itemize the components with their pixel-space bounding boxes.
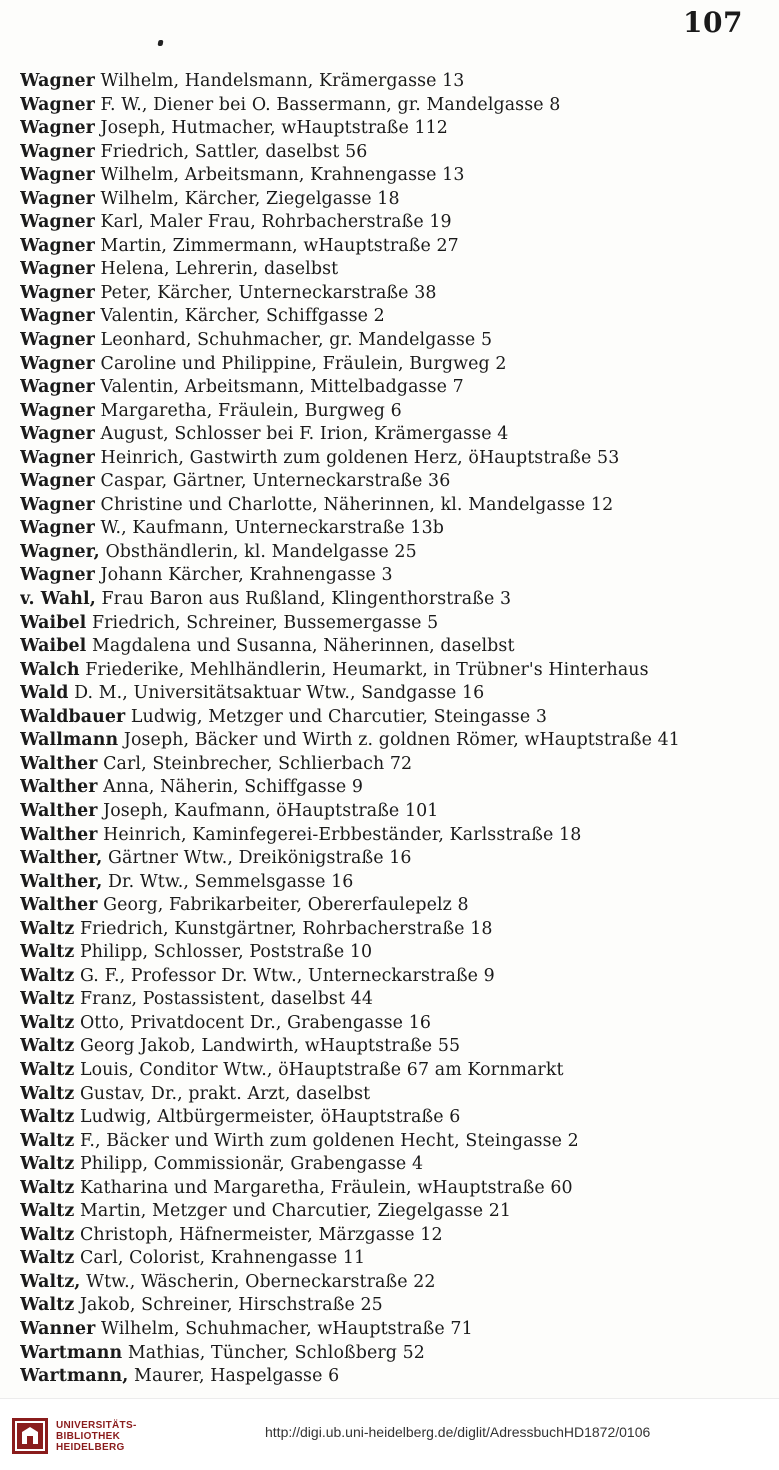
directory-entry (20, 1342, 772, 1366)
entry-details: Friedrich, Kunstgärtner, Rohrbacherstraße 18 (74, 918, 493, 939)
entry-surname: Walther, (20, 848, 103, 869)
library-name (56, 1420, 137, 1453)
directory-entry (20, 918, 772, 942)
entry-details: Valentin, Kärcher, Schiffgasse 2 (94, 306, 385, 327)
entry-details: Christine und Charlotte, Näherinnen, kl. Mandelgasse 12 (94, 494, 614, 515)
entry-surname: v. Wahl, (20, 589, 96, 610)
directory-entry (20, 564, 772, 588)
entry-surname: Wagner (20, 282, 95, 303)
directory-entry (20, 423, 772, 447)
directory-entry (20, 1035, 772, 1059)
entry-surname: Wagner (20, 424, 95, 445)
entry-surname: Waltz (20, 1248, 75, 1269)
directory-entry (20, 1106, 772, 1130)
entry-surname: Waltz (20, 1224, 75, 1245)
directory-entry (20, 305, 772, 329)
entry-details: Carl, Colorist, Krahnengasse 11 (74, 1248, 366, 1269)
entry-details: Maurer, Haspelgasse 6 (128, 1366, 340, 1387)
entry-surname: Wald (20, 683, 69, 704)
directory-entry (20, 776, 772, 800)
entry-details: Mathias, Tüncher, Schloßberg 52 (122, 1342, 425, 1363)
entry-details: Margaretha, Fräulein, Burgweg 6 (94, 400, 402, 421)
entry-surname: Waltz (20, 1295, 75, 1316)
entry-details: Friedrich, Schreiner, Bussemergasse 5 (86, 612, 439, 633)
entry-details: Carl, Steinbrecher, Schlierbach 72 (97, 753, 413, 774)
directory-entry (20, 400, 772, 424)
entry-surname: Waltz (20, 1059, 75, 1080)
directory-entry (20, 1224, 772, 1248)
directory-entry (20, 282, 772, 306)
directory-entry (20, 1365, 772, 1389)
directory-entry (20, 258, 772, 282)
entry-surname: Walther, (20, 871, 103, 892)
entry-details: Jakob, Schreiner, Hirschstraße 25 (74, 1295, 383, 1316)
directory-entry (20, 235, 772, 259)
entry-details: Heinrich, Gastwirth zum goldenen Herz, öHauptstraße 53 (94, 447, 620, 468)
entry-surname: Waldbauer (20, 706, 126, 727)
directory-entry (20, 871, 772, 895)
entry-surname: Wartmann (20, 1342, 123, 1363)
directory-entry (20, 70, 772, 94)
entry-surname: Wagner (20, 447, 95, 468)
library-name-line-1: UNIVERSITÄTS- (56, 1420, 137, 1431)
entry-surname: Wartmann, (20, 1366, 129, 1387)
directory-entry (20, 1271, 772, 1295)
library-seal-icon (10, 1416, 50, 1456)
entry-details: Johann Kärcher, Krahnengasse 3 (94, 565, 393, 586)
entry-details: Otto, Privatdocent Dr., Grabengasse 16 (74, 1012, 432, 1033)
entry-details: Ludwig, Altbürgermeister, öHauptstraße 6 (74, 1107, 461, 1128)
entry-surname: Walther (20, 824, 98, 845)
entry-surname: Waltz (20, 1083, 75, 1104)
directory-entry (20, 1247, 772, 1271)
entry-surname: Wagner (20, 494, 95, 515)
entry-surname: Waltz (20, 1036, 75, 1057)
entry-surname: Waltz (20, 989, 75, 1010)
entry-details: Philipp, Commissionär, Grabengasse 4 (74, 1154, 424, 1175)
ink-speck (157, 40, 163, 46)
entry-surname: Waltz (20, 1012, 75, 1033)
entry-surname: Waltz (20, 1177, 75, 1198)
entry-details: Joseph, Bäcker und Wirth z. goldnen Römer, wHauptstraße 41 (118, 730, 680, 751)
directory-entry (20, 470, 772, 494)
directory-entry (20, 729, 772, 753)
entry-details: Ludwig, Metzger und Charcutier, Steingasse 3 (125, 706, 548, 727)
entry-details: Christoph, Häfnermeister, Märzgasse 12 (74, 1224, 443, 1245)
entry-details: F. W., Diener bei O. Bassermann, gr. Mandelgasse 8 (94, 94, 561, 115)
entry-surname: Waltz, (20, 1271, 81, 1292)
entry-details: Karl, Maler Frau, Rohrbacherstraße 19 (94, 212, 452, 233)
entry-surname: Wagner (20, 212, 95, 233)
entry-surname: Waltz (20, 1107, 75, 1128)
directory-entry (20, 447, 772, 471)
directory-entry (20, 706, 772, 730)
entry-details: Louis, Conditor Wtw., öHauptstraße 67 am Kornmarkt (74, 1059, 564, 1080)
entry-details: Obsthändlerin, kl. Mandelgasse 25 (99, 541, 417, 562)
entry-details: Wilhelm, Schuhmacher, wHauptstraße 71 (95, 1318, 473, 1339)
entry-surname: Wagner (20, 353, 95, 374)
directory-entry (20, 847, 772, 871)
entry-details: Philipp, Schlosser, Poststraße 10 (74, 942, 373, 963)
library-name-line-3: HEIDELBERG (56, 1442, 125, 1453)
entry-surname: Wagner (20, 188, 95, 209)
entry-surname: Walther (20, 753, 98, 774)
entry-surname: Wagner (20, 259, 95, 280)
directory-entry (20, 1200, 772, 1224)
directory-entry (20, 635, 772, 659)
footer (0, 1398, 779, 1470)
entry-details: Caroline und Philippine, Fräulein, Burgweg 2 (94, 353, 507, 374)
directory-entries (20, 70, 772, 1389)
directory-entry (20, 612, 772, 636)
entry-surname: Wagner (20, 306, 95, 327)
directory-entry (20, 659, 772, 683)
entry-details: Joseph, Hutmacher, wHauptstraße 112 (94, 118, 448, 139)
directory-entry (20, 1130, 772, 1154)
entry-details: August, Schlosser bei F. Irion, Krämergasse 4 (94, 424, 509, 445)
directory-entry (20, 965, 772, 989)
directory-entry (20, 988, 772, 1012)
entry-surname: Waltz (20, 918, 75, 939)
entry-surname: Wagner (20, 471, 95, 492)
entry-details: Anna, Näherin, Schiffgasse 9 (97, 777, 364, 798)
entry-surname: Wagner (20, 377, 95, 398)
entry-surname: Waltz (20, 1130, 75, 1151)
directory-entry (20, 941, 772, 965)
entry-details: Wilhelm, Kärcher, Ziegelgasse 18 (94, 188, 400, 209)
entry-details: G. F., Professor Dr. Wtw., Unterneckarstraße 9 (74, 965, 495, 986)
directory-entry (20, 894, 772, 918)
entry-surname: Wagner (20, 118, 95, 139)
entry-surname: Wanner (20, 1318, 96, 1339)
entry-details: Friederike, Mehlhändlerin, Heumarkt, in Trübner's Hinterhaus (79, 659, 649, 680)
directory-entry (20, 494, 772, 518)
page-number: 107 (683, 6, 743, 39)
entry-surname: Waltz (20, 1154, 75, 1175)
entry-details: Friedrich, Sattler, daselbst 56 (94, 141, 368, 162)
directory-entry (20, 1294, 772, 1318)
entry-details: Helena, Lehrerin, daselbst (94, 259, 339, 280)
library-logo[interactable] (10, 1416, 180, 1456)
entry-details: D. M., Universitätsaktuar Wtw., Sandgasse 16 (68, 683, 485, 704)
directory-entry (20, 1083, 772, 1107)
directory-entry (20, 682, 772, 706)
entry-details: Martin, Metzger und Charcutier, Ziegelgasse 21 (74, 1201, 512, 1222)
entry-details: Frau Baron aus Rußland, Klingenthorstraße 3 (95, 589, 512, 610)
entry-surname: Waltz (20, 965, 75, 986)
entry-surname: Waibel (20, 612, 87, 633)
directory-entry (20, 1177, 772, 1201)
entry-surname: Wagner, (20, 541, 100, 562)
entry-details: Leonhard, Schuhmacher, gr. Mandelgasse 5 (94, 330, 493, 351)
entry-details: Valentin, Arbeitsmann, Mittelbadgasse 7 (94, 377, 464, 398)
directory-entry (20, 188, 772, 212)
entry-surname: Wagner (20, 518, 95, 539)
directory-entry (20, 1059, 772, 1083)
entry-details: Gustav, Dr., prakt. Arzt, daselbst (74, 1083, 371, 1104)
entry-details: W., Kaufmann, Unterneckarstraße 13b (94, 518, 444, 539)
directory-entry (20, 211, 772, 235)
entry-surname: Waltz (20, 1201, 75, 1222)
entry-details: Joseph, Kaufmann, öHauptstraße 101 (97, 800, 439, 821)
entry-surname: Waltz (20, 942, 75, 963)
entry-details: Heinrich, Kaminfegerei-Erbbeständer, Karlsstraße 18 (97, 824, 582, 845)
directory-entry (20, 376, 772, 400)
entry-surname: Walch (20, 659, 80, 680)
entry-details: Georg Jakob, Landwirth, wHauptstraße 55 (74, 1036, 461, 1057)
directory-entry (20, 117, 772, 141)
directory-entry (20, 1153, 772, 1177)
entry-details: Caspar, Gärtner, Unterneckarstraße 36 (94, 471, 451, 492)
entry-surname: Waibel (20, 636, 87, 657)
entry-details: Dr. Wtw., Semmelsgasse 16 (102, 871, 354, 892)
directory-entry (20, 588, 772, 612)
entry-surname: Walther (20, 800, 98, 821)
directory-entry (20, 1318, 772, 1342)
directory-entry (20, 517, 772, 541)
entry-details: Franz, Postassistent, daselbst 44 (74, 989, 373, 1010)
entry-details: Wilhelm, Arbeitsmann, Krahnengasse 13 (94, 165, 465, 186)
entry-surname: Walther (20, 777, 98, 798)
entry-surname: Wagner (20, 565, 95, 586)
entry-details: Katharina und Margaretha, Fräulein, wHauptstraße 60 (74, 1177, 573, 1198)
entry-details: F., Bäcker und Wirth zum goldenen Hecht, Steingasse 2 (74, 1130, 579, 1151)
directory-entry (20, 329, 772, 353)
directory-entry (20, 753, 772, 777)
entry-surname: Wagner (20, 400, 95, 421)
entry-details: Martin, Zimmermann, wHauptstraße 27 (94, 235, 459, 256)
entry-surname: Wagner (20, 165, 95, 186)
entry-surname: Walther (20, 895, 98, 916)
entry-surname: Wagner (20, 235, 95, 256)
entry-details: Magdalena und Susanna, Näherinnen, daselbst (86, 636, 515, 657)
directory-entry (20, 800, 772, 824)
source-url-link[interactable]: http://digi.ub.uni-heidelberg.de/diglit/AdressbuchHD1872/0106 (265, 1424, 651, 1440)
entry-surname: Wagner (20, 141, 95, 162)
entry-details: Georg, Fabrikarbeiter, Obererfaulepelz 8 (97, 895, 469, 916)
entry-details: Gärtner Wtw., Dreikönigstraße 16 (102, 848, 412, 869)
entry-details: Wtw., Wäscherin, Oberneckarstraße 22 (80, 1271, 436, 1292)
entry-details: Wilhelm, Handelsmann, Krämergasse 13 (94, 71, 465, 91)
entry-surname: Wagner (20, 330, 95, 351)
library-name-line-2: BIBLIOTHEK (56, 1431, 121, 1442)
entry-surname: Wagner (20, 71, 95, 91)
entry-surname: Wallmann (20, 730, 119, 751)
directory-entry (20, 541, 772, 565)
entry-surname: Wagner (20, 94, 95, 115)
directory-entry (20, 353, 772, 377)
directory-entry (20, 1012, 772, 1036)
directory-entry (20, 141, 772, 165)
directory-entry (20, 824, 772, 848)
directory-entry (20, 164, 772, 188)
directory-entry (20, 94, 772, 118)
entry-details: Peter, Kärcher, Unterneckarstraße 38 (94, 282, 437, 303)
